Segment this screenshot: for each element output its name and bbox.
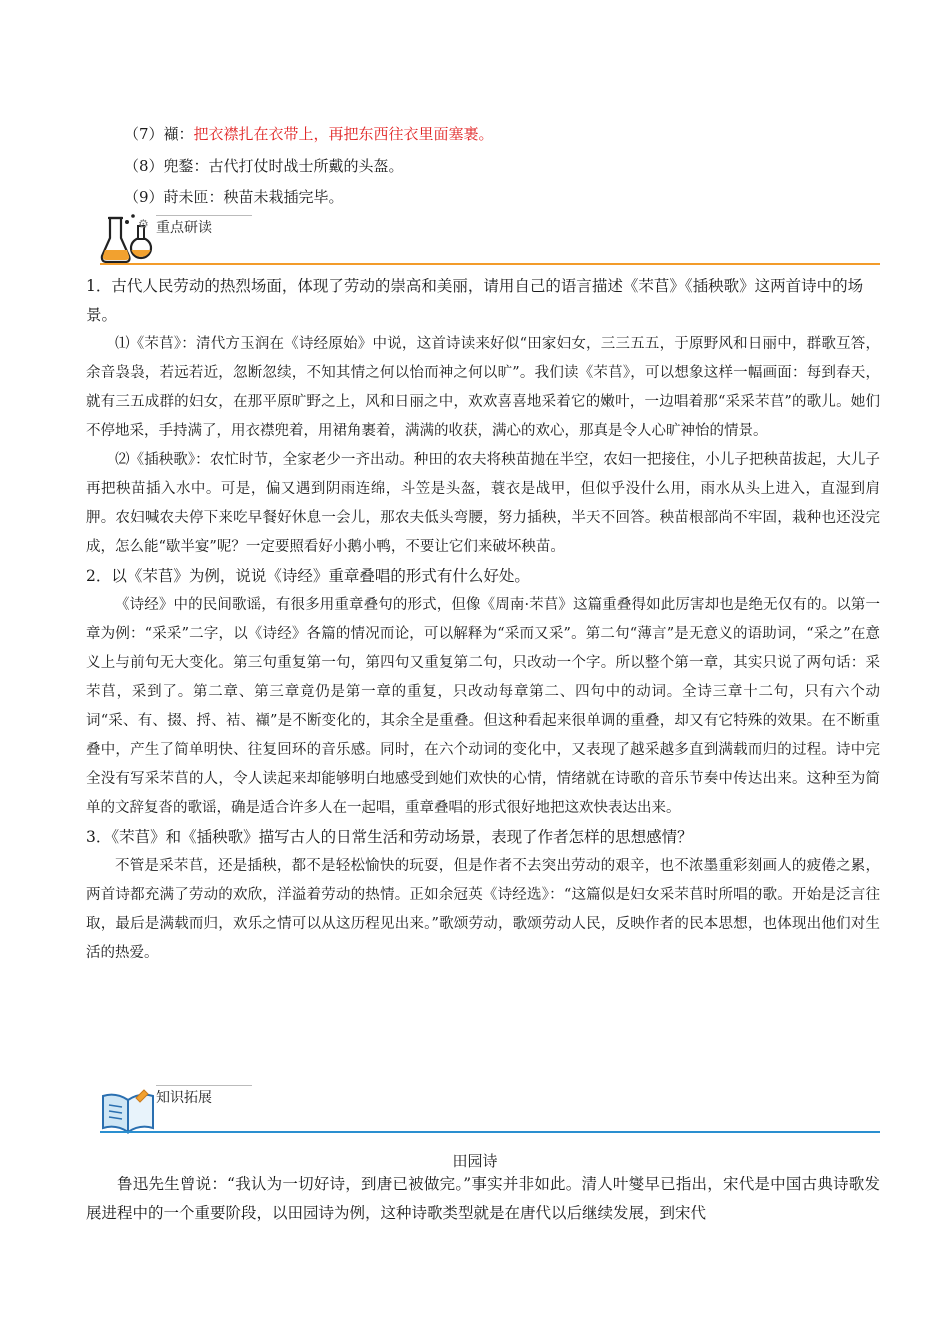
questions-block xyxy=(86,272,880,968)
note-text: 秧苗未栽插完毕。 xyxy=(223,188,344,206)
note-9 xyxy=(124,187,344,207)
question-1: 1．古代人民劳动的热烈场面，体现了劳动的崇高和美丽，请用自己的语言描述《芣苢》《插秧歌》这两首诗中的场景。 xyxy=(86,277,864,324)
section-rule xyxy=(100,1131,880,1133)
answer-3: 不管是采芣苢，还是插秧，都不是轻松愉快的玩耍，但是作者不去突出劳动的艰辛，也不浓墨重彩刻画人的疲倦之累，两首诗都充满了劳动的欢欣，洋溢着劳动的热情。正如余冠英《诗经选》：“这篇似是妇女采芣苢时所唱的歌。开始是泛言往取，最后是满载而归，欢乐之情可以从这历程见出来。”歌颂劳动，歌颂劳动人民，反映作者的民本思想，也体现出他们对生活的热爱。 xyxy=(86,858,880,961)
gear-icon: ⚙ xyxy=(138,217,149,231)
note-7 xyxy=(124,124,494,144)
answer-1-2: ⑵《插秧歌》：农忙时节，全家老少一齐出动。种田的农夫将秧苗抛在半空，农妇一把接住，小儿子把秧苗拔起，大儿子再把秧苗插入水中。可是，偏又遇到阴雨连绵，斗笠是头盔，蓑衣是战甲，但似乎没什么用，雨水从头上进入，直湿到肩胛。农妇喊农夫停下来吃早餐好休息一会儿，那农夫低头弯腰，努力插秧，半天不回答。秧苗根部尚不牢固，栽种也还没完成，怎么能“歇半宴”呢？一定要照看好小鹅小鸭，不要让它们来破坏秧苗。 xyxy=(86,452,880,555)
question-3: 3．《芣苢》和《插秧歌》描写古人的日常生活和劳动场景，表现了作者怎样的思想感情？ xyxy=(86,828,693,846)
section-rule xyxy=(100,263,880,265)
note-label: （8）兜鍪： xyxy=(124,157,209,175)
section-header-knowledge-extension xyxy=(100,1078,880,1140)
note-label: （7）襭： xyxy=(124,125,194,143)
answer-1-1: ⑴《芣苢》：清代方玉润在《诗经原始》中说，这首诗读来好似“田家妇女，三三五五，于原野风和日丽中，群歌互答，余音袅袅，若远若近，忽断忽续，不知其情之何以怡而神之何以旷”。我们读《芣苢》，可以想象这样一幅画面：每到春天，就有三五成群的妇女，在那平原旷野之上，风和日丽之中，欢欢喜喜地采着它的嫩叶，一边唱着那“采采芣苢”的歌儿。她们不停地采，手持满了，用衣襟兜着，用裙角裹着，满满的收获，满心的欢心，那真是令人心旷神怡的情景。 xyxy=(86,336,880,439)
question-2: 2．以《芣苢》为例，说说《诗经》重章叠唱的形式有什么好处。 xyxy=(86,567,530,585)
extension-block xyxy=(86,1170,880,1228)
extension-title: 田园诗 xyxy=(452,1152,498,1170)
note-text: 古代打仗时战士所戴的头盔。 xyxy=(208,157,404,175)
note-text: 把衣襟扎在衣带上，再把东西往衣里面塞裹。 xyxy=(193,125,494,143)
open-book-icon xyxy=(100,1088,156,1134)
section-title: 知识拓展 xyxy=(156,1090,212,1106)
extension-paragraph: 鲁迅先生曾说：“我认为一切好诗，到唐已被做完。”事实并非如此。清人叶燮早已指出，宋代是中国古典诗歌发展进程中的一个重要阶段，以田园诗为例，这种诗歌类型就是在唐代以后继续发展，到宋代 xyxy=(86,1175,880,1222)
note-label: （9）莳未匝： xyxy=(124,188,224,206)
section-title: 重点研读 xyxy=(156,220,212,236)
title-underline xyxy=(156,215,252,216)
answer-2: 《诗经》中的民间歌谣，有很多用重章叠句的形式，但像《周南·芣苢》这篇重叠得如此厉害却也是绝无仅有的。以第一章为例：“采采”二字，以《诗经》各篇的情况而论，可以解释为“采而又采”。第二句“薄言”是无意义的语助词，“采之”在意义上与前句无大变化。第三句重复第一句，第四句又重复第二句，只改动一个字。所以整个第一章，其实只说了两句话：采芣苢，采到了。第二章、第三章竟仍是第一章的重复，只改动每章第二、四句中的动词。全诗三章十二句，只有六个动词“采、有、掇、捋、袺、襭”是不断变化的，其余全是重叠。但这种看起来很单调的重叠，却又有它特殊的效果。在不断重叠中，产生了简单明快、往复回环的音乐感。同时，在六个动词的变化中，又表现了越采越多直到满载而归的过程。诗中完全没有写采芣苢的人，令人读起来却能够明白地感受到她们欢快的心情，情绪就在诗歌的音乐节奏中传达出来。这种至为简单的文辞复沓的歌谣，确是适合许多人在一起唱，重章叠唱的形式很好地把这欢快表达出来。 xyxy=(86,597,880,816)
title-underline xyxy=(156,1085,252,1086)
section-header-key-reading xyxy=(100,208,880,270)
note-8 xyxy=(124,156,404,176)
